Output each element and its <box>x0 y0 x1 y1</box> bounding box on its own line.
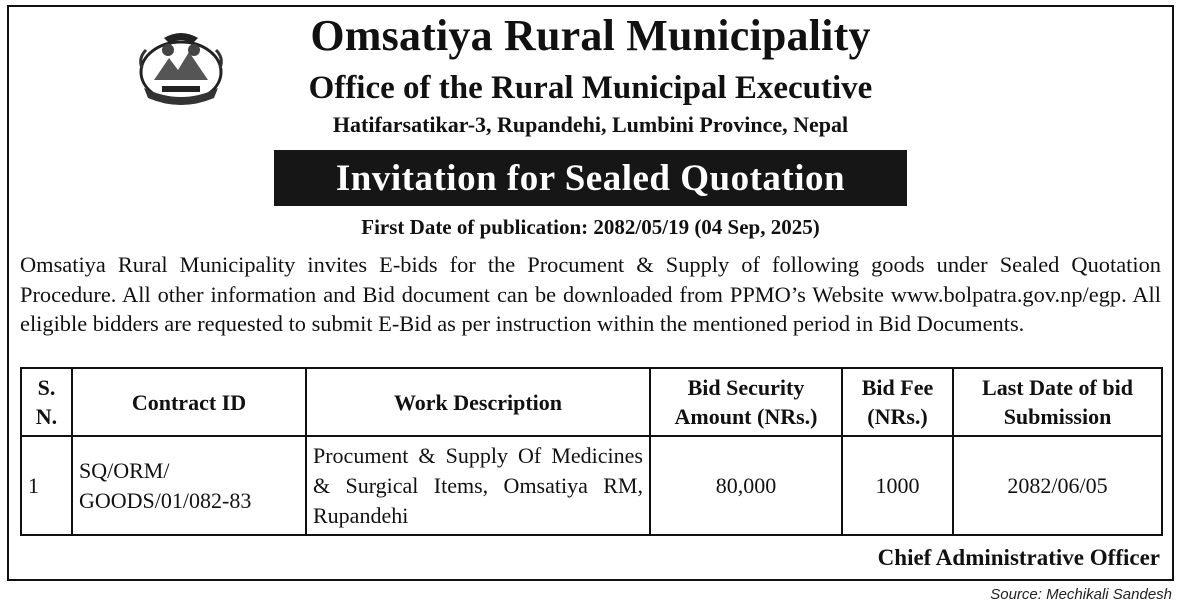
header-bid-security: Bid Security Amount (NRs.) <box>650 368 842 436</box>
header-sn: S. N. <box>21 368 72 436</box>
notice-body: Omsatiya Rural Municipality invites E-bids for the Procument & Supply of following goods under Sealed Quotation Procedure. All other information and Bid document can be downloaded from PPMO’s Website www.bolpatra.gov.np/egp. All eligible bidders are requested to submit E-Bid as per instruction within the mentioned period in Bid Documents. <box>20 252 1161 336</box>
office-title: Office of the Rural Municipal Executive <box>308 70 873 106</box>
table-row <box>21 436 1162 535</box>
cell-bid-security: 80,000 <box>650 436 842 535</box>
header-bid-fee: Bid Fee (NRs.) <box>842 368 953 436</box>
cell-work-description: Procument & Supply Of Medicines & Surgical Items, Omsatiya RM, Rupandehi <box>306 436 650 535</box>
cell-bid-fee: 1000 <box>842 436 953 535</box>
office-address: Hatifarsatikar-3, Rupandehi, Lumbini Province, Nepal <box>332 112 849 137</box>
source-credit: Source: Mechikali Sandesh <box>990 586 1172 603</box>
notice-banner: Invitation for Sealed Quotation <box>274 150 907 206</box>
signatory-title: Chief Administrative Officer <box>877 545 1160 570</box>
publication-date: First Date of publication: 2082/05/19 (04 Sep, 2025) <box>361 215 820 239</box>
table-header-row <box>21 368 1162 436</box>
cell-contract-id: SQ/ORM/ GOODS/01/082-83 <box>72 436 306 535</box>
cell-last-date: 2082/06/05 <box>953 436 1162 535</box>
header-work-description: Work Description <box>306 368 650 436</box>
header-contract-id: Contract ID <box>72 368 306 436</box>
municipality-title: Omsatiya Rural Municipality <box>310 11 871 60</box>
cell-sn: 1 <box>21 436 72 535</box>
header-last-date: Last Date of bid Submission <box>953 368 1162 436</box>
quotation-table <box>20 367 1163 536</box>
